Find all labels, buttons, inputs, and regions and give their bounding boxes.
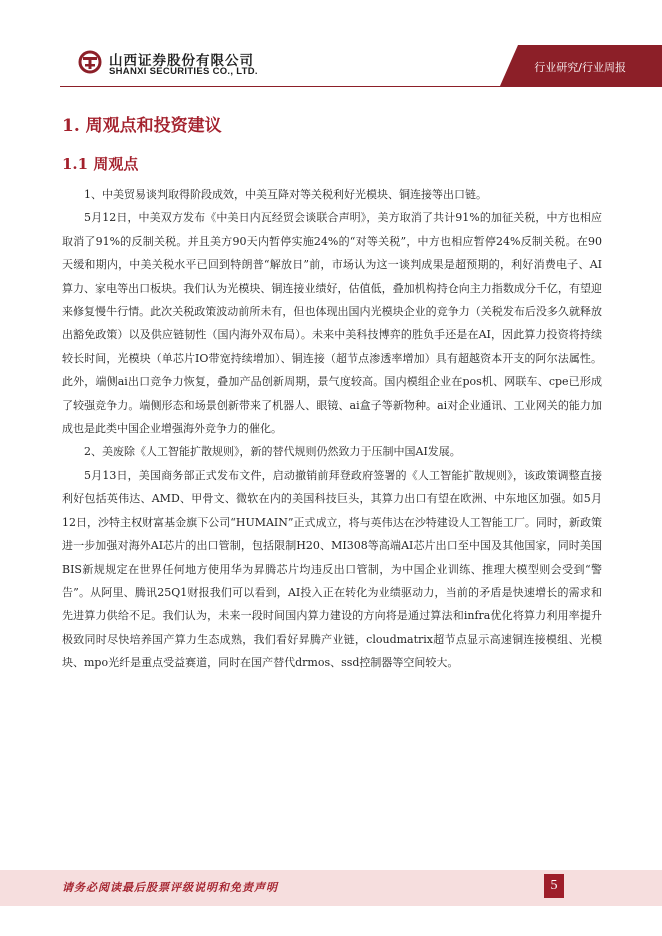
company-logo-icon: [78, 50, 102, 74]
page-number: 5: [544, 874, 564, 898]
section-title: 1. 周观点和投资建议: [62, 116, 222, 136]
page-header: [0, 0, 662, 96]
body-text: [62, 183, 602, 675]
header-divider: [60, 86, 662, 87]
report-category: 行业研究/行业周报: [534, 61, 626, 74]
company-name-cn: 山西证券股份有限公司: [109, 53, 254, 69]
section-subtitle: 1.1 周观点: [62, 155, 139, 173]
company-name-en: SHANXI SECURITIES CO., LTD.: [109, 66, 258, 77]
paragraph: 2、美废除《人工智能扩散规则》，新的替代规则仍然致力于压制中国AI发展。: [84, 445, 461, 459]
paragraph: 5月13日，美国商务部正式发布文件，启动撤销前拜登政府签署的《人工智能扩散规则》，该政策调整直接利好包括英伟达、AMD、甲骨文、微软在内的美国科技巨头，其算力出口有望在欧洲、中东地区加强。如5月12日，沙特主权财富基金旗下公司“HUMAIN”正式成立，将与英伟达在沙特建设人工智能工厂。同时，新政策进一步加强对海外AI芯片的出口管制，包括限制H20、MI308等高端AI芯片出口至中国及其他国家，同时美国BIS新规规定在世界任何地方使用华为昇腾芯片均违反出口管制，为中国企业训练、推理大模型则会受到“警告”。从阿里、腾讯25Q1财报我们可以看到，AI投入正在转化为业绩驱动力，当前的矛盾是快速增长的需求和先进算力供给不足。我们认为，未来一段时间国内算力建设的方向将是通过算法和infra优化将算力利用率提升极致同时尽快培养国产算力生态成熟，我们看好昇腾产业链，cloudmatrix超节点显示高速铜连接模组、光模块、mpo光纤是重点受益赛道，同时在国产替代drmos、ssd控制器等空间较大。: [62, 468, 602, 670]
footer-disclaimer: 请务必阅读最后股票评级说明和免责声明: [62, 881, 278, 894]
paragraph: 5月12日，中美双方发布《中美日内瓦经贸会谈联合声明》，美方取消了共计91%的加征关税，中方也相应取消了91%的反制关税。并且美方90天内暂停实施24%的“对等关税”，中方也相应暂停24%反制关税。在90天缓和期内，中美关税水平已回到特朗普“解放日”前，市场认为这一谈判成果是超预期的，利好消费电子、AI算力、家电等出口板块。我们认为光模块、铜连接业绩好，估值低，叠加机构持仓向主力指数成分千亿，有望迎来修复慢牛行情。此次关税政策波动前所未有，但也体现出国内光模块企业的竞争力（关税发布后没多久就释放出豁免政策）以及供应链韧性（国内海外双布局）。未来中美科技博弈的胜负手还是在AI，因此算力投资将持续较长时间，光模块（单芯片IO带宽持续增加）、铜连接（超节点渗透率增加）具有超越资本开支的阿尔法属性。此外，端侧ai出口竞争力恢复，叠加产品创新周期，景气度较高。国内模组企业在pos机、网联车、cpe已形成了较强竞争力。端侧形态和场景创新带来了机器人、眼镜、ai盒子等新物种。ai对企业通讯、工业网关的能力加成也是此类中国企业增强海外竞争力的催化。: [62, 211, 602, 436]
paragraph: 1、中美贸易谈判取得阶段成效，中美互降对等关税利好光模块、铜连接等出口链。: [84, 188, 487, 201]
